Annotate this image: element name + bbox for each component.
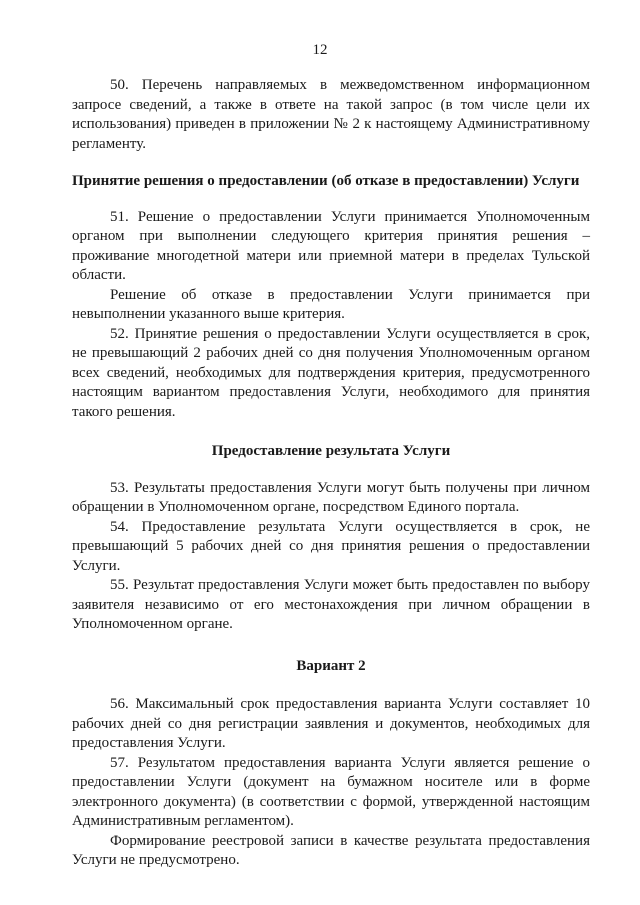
paragraph-51: 51. Решение о предоставлении Услуги принимается Уполномоченным органом при выполнении следующего критерия принятия решения – проживание многодетной матери или приемной матери в пределах Тульской области. xyxy=(72,208,590,283)
paragraph-54: 54. Предоставление результата Услуги осуществляется в срок, не превышающий 5 рабочих дней со дня принятия решения о предоставлении Услуги. xyxy=(72,518,590,574)
document-body xyxy=(72,76,590,871)
section-heading-decision: Принятие решения о предоставлении (об отказе в предоставлении) Услуги xyxy=(72,173,580,189)
paragraph-refusal: Решение об отказе в предоставлении Услуги принимается при невыполнении указанного выше критерия. xyxy=(72,286,590,322)
section-heading-variant-2: Вариант 2 xyxy=(296,657,366,674)
page-number: 12 xyxy=(312,42,328,58)
paragraph-56: 56. Максимальный срок предоставления варианта Услуги составляет 10 рабочих дней со дня регистрации заявления и документов, необходимых для предоставления Услуги. xyxy=(72,696,590,751)
paragraph-50: 50. Перечень направляемых в межведомственном информационном запросе сведений, а также в ответе на такой запрос (в том числе цели их использования) приведен в приложении № 2 к настоящему Административному регламенту. xyxy=(72,77,590,152)
paragraph-57: 57. Результатом предоставления варианта Услуги является решение о предоставлении Услуги (документ на бумажном носителе или в форме электронного документа) (в соответствии с формой, утвержденной настоящим Административным регламентом). xyxy=(72,754,590,829)
paragraph-registry: Формирование реестровой записи в качестве результата предоставления Услуги не предусмотрено. xyxy=(72,832,590,868)
paragraph-53: 53. Результаты предоставления Услуги могут быть получены при личном обращении в Уполномоченном органе, посредством Единого портала. xyxy=(72,479,590,515)
paragraph-55: 55. Результат предоставления Услуги может быть предоставлен по выбору заявителя независимо от его местонахождения при личном обращении в Уполномоченном органе. xyxy=(72,577,590,632)
paragraph-52: 52. Принятие решения о предоставлении Услуги осуществляется в срок, не превышающий 2 рабочих дней со дня получения Уполномоченным органом всех сведений, необходимых для подтверждения критерия, предусмотренного настоящим вариантом предоставления Услуги, необходимого для принятия такого решения. xyxy=(72,325,590,420)
section-heading-result: Предоставление результата Услуги xyxy=(211,443,451,459)
